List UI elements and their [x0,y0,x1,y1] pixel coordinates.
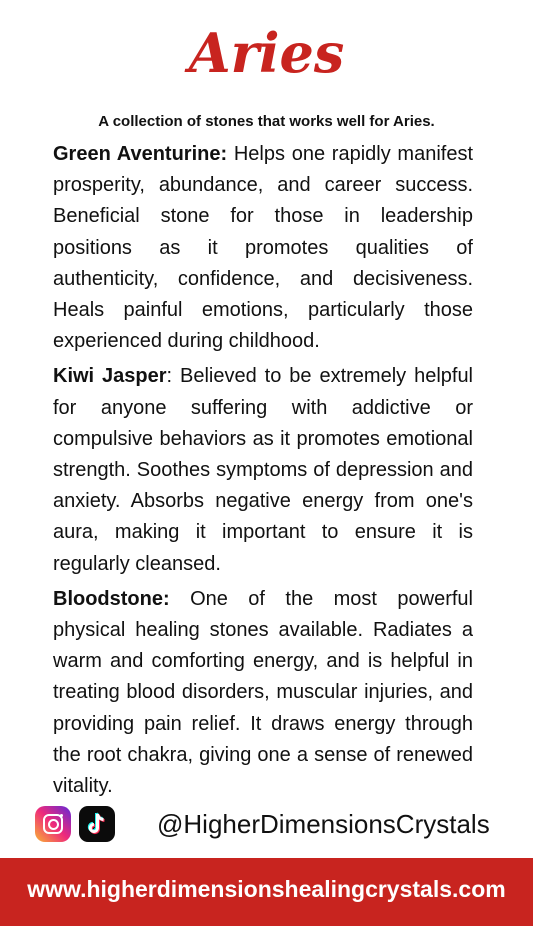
stone-description: One of the most powerful physical healing stones available. Radiates a warm and comforting energy, and is helpful in treating blood disorders, muscular injuries, and providing pain relief. It draws energy through the root chakra, giving one a sense of renewed vitality. [53,587,473,798]
stone-list [53,139,473,806]
page-title: Aries [188,21,345,85]
stone-name: Bloodstone: [53,587,170,610]
stone-description: Helps one rapidly manifest prosperity, abundance, and career success. Beneficial stone for those in leadership positions as it promotes qualities of authenticity, confidence, and decisiveness. Heals painful emotions, particularly those experienced during childhood. [53,143,473,353]
stone-name: Kiwi Jasper [53,365,167,388]
stone-kiwi-jasper [53,361,473,579]
stone-name: Green Aventurine: [53,143,228,165]
tiktok-icon[interactable] [79,806,115,842]
stone-green-aventurine [53,139,473,357]
stone-description: : Believed to be extremely helpful for anyone suffering with addictive or compulsive behaviors as it promotes emotional strength. Soothes symptoms of depression and anxiety. Absorbs negative energy from one's aura, making it important to ensure it is regularly cleansed. [53,365,474,575]
website-link[interactable]: www.higherdimensionshealingcrystals.com [27,876,506,902]
stone-bloodstone [53,584,473,802]
footer-bar [0,858,533,926]
social-handle[interactable]: @HigherDimensionsCrystals [157,809,490,839]
instagram-icon[interactable] [35,806,71,842]
subtitle: A collection of stones that works well for Aries. [98,113,435,130]
